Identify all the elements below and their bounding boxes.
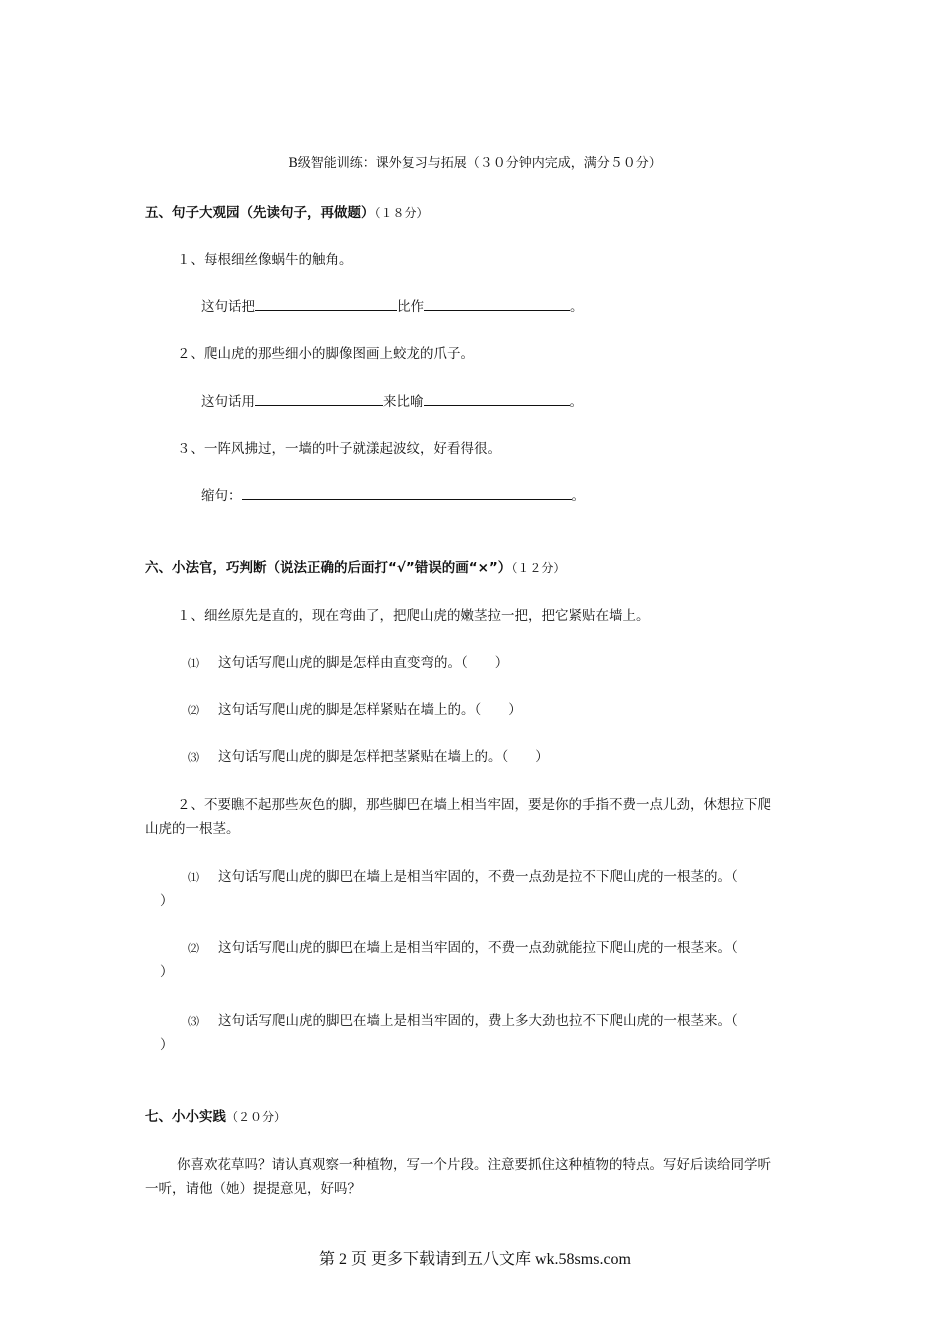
judge-item: [188, 745, 549, 765]
section7-heading: [145, 1105, 286, 1125]
item-number: ⑵: [188, 942, 199, 955]
item-number: ⑴: [188, 871, 199, 884]
answer-blank[interactable]: [255, 391, 383, 406]
answer-blank[interactable]: [424, 391, 570, 406]
section5-answer-3: [201, 484, 585, 504]
item-text: 这句话写爬山虎的脚是怎样紧贴在墙上的。（ ）: [218, 702, 522, 718]
item-number: ⑵: [188, 704, 199, 717]
section5-answer-2: [201, 390, 583, 410]
section7-points: （２０分）: [226, 1110, 287, 1124]
item-text: 这句话写爬山虎的脚巴在墙上是相当牢固的，不费一点劲就能拉下爬山虎的一根茎来。（: [218, 940, 738, 956]
answer-1-middle: 比作: [397, 299, 424, 315]
section6-heading: [145, 556, 565, 576]
section7-text-line1: 你喜欢花草吗？请认真观察一种植物，写一个片段。注意要抓住这种植物的特点。写好后读给同学听: [177, 1157, 771, 1173]
item-text: 这句话写爬山虎的脚巴在墙上是相当牢固的，不费一点劲是拉不下爬山虎的一根茎的。（: [218, 869, 738, 885]
item-close-paren: ）: [160, 893, 174, 909]
answer-2-middle: 来比喻: [383, 394, 424, 410]
section6-points: （１２分）: [511, 561, 566, 575]
exercise-title: B级智能训练：课外复习与拓展（３０分钟内完成，满分５０分）: [288, 156, 662, 171]
page-footer: 第 2 页 更多下载请到五八文库 wk.58sms.com: [318, 1251, 631, 1268]
section6-heading-text: 六、小法官，巧判断（说法正确的后面打“√”错误的画“×”）: [145, 560, 512, 576]
judge-item: [188, 698, 522, 718]
answer-2-prefix: 这句话用: [201, 394, 255, 410]
item-close-paren: ）: [160, 964, 174, 980]
answer-3-end: 。: [571, 488, 585, 504]
section6-question-2-line1: ２、不要瞧不起那些灰色的脚，那些脚巴在墙上相当牢固，要是你的手指不费一点儿劲，休想拉下爬: [177, 797, 771, 813]
answer-1-prefix: 这句话把: [201, 299, 255, 315]
item-number: ⑶: [188, 751, 199, 764]
item-close-paren: ）: [160, 1037, 174, 1053]
answer-blank[interactable]: [255, 296, 397, 311]
section5-points: （１８分）: [374, 206, 429, 220]
answer-blank[interactable]: [424, 296, 570, 311]
answer-3-prefix: 缩句：: [201, 488, 242, 504]
answer-blank[interactable]: [242, 485, 572, 500]
judge-item: [188, 651, 508, 671]
item-text: 这句话写爬山虎的脚是怎样由直变弯的。（ ）: [218, 655, 509, 671]
judge-item: [188, 1009, 738, 1029]
item-text: 这句话写爬山虎的脚巴在墙上是相当牢固的，费上多大劲也拉不下爬山虎的一根茎来。（: [218, 1013, 738, 1029]
item-number: ⑶: [188, 1015, 199, 1028]
section6-question-2-line2: 山虎的一根茎。: [145, 821, 240, 837]
section5-question-1: １、每根细丝像蜗牛的触角。: [177, 252, 353, 268]
section5-question-2: ２、爬山虎的那些细小的脚像图画上蛟龙的爪子。: [177, 346, 474, 362]
section5-answer-1: [201, 295, 584, 315]
section5-question-3: ３、一阵风拂过，一墙的叶子就漾起波纹，好看得很。: [177, 441, 501, 457]
section6-question-1: １、细丝原先是直的，现在弯曲了，把爬山虎的嫩茎拉一把，把它紧贴在墙上。: [177, 608, 650, 624]
answer-2-end: 。: [569, 394, 583, 410]
item-text: 这句话写爬山虎的脚是怎样把茎紧贴在墙上的。（ ）: [218, 749, 549, 765]
answer-1-end: 。: [570, 299, 584, 315]
section7-heading-text: 七、小小实践: [145, 1109, 226, 1125]
judge-item: [188, 865, 738, 885]
item-number: ⑴: [188, 657, 199, 670]
section5-heading: [145, 201, 429, 221]
section7-text-line2: 一听，请他（她）提提意见，好吗？: [145, 1181, 361, 1197]
section5-heading-text: 五、句子大观园（先读句子，再做题）: [145, 205, 375, 221]
judge-item: [188, 936, 738, 956]
